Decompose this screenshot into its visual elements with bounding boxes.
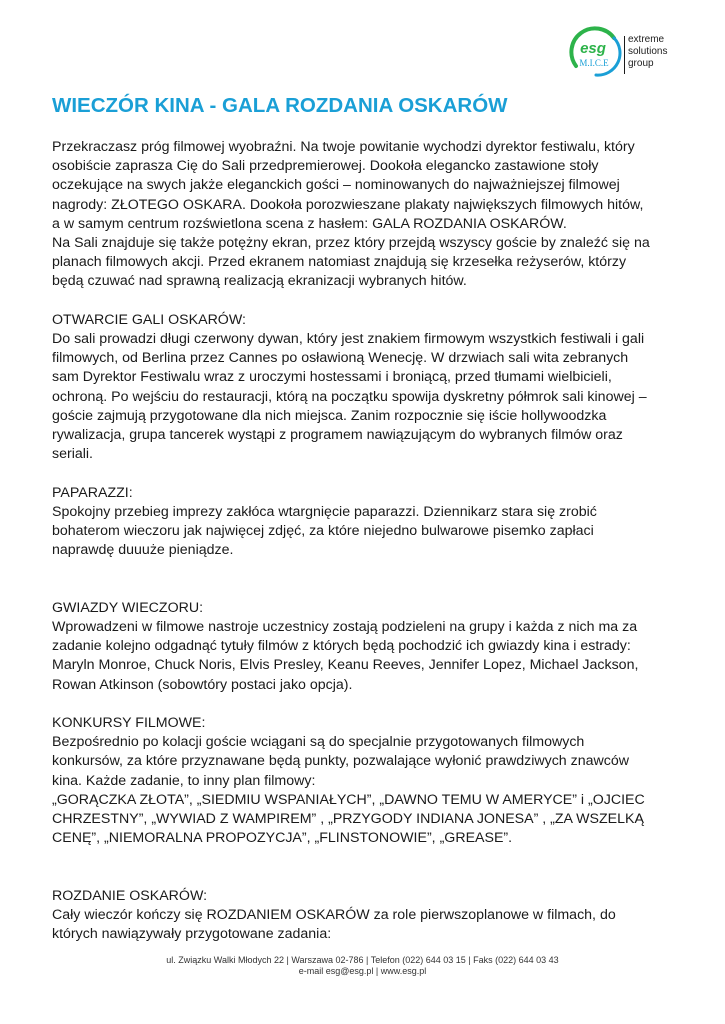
page-title: WIECZÓR KINA - GALA ROZDANIA OSKARÓW: [52, 94, 508, 117]
text-line: ROZDANIE OSKARÓW:: [52, 887, 208, 904]
blank-line: [52, 695, 682, 714]
text-line: goście zajmują przygotowane dla nich miejsca. Zanim rozpocznie się iście hollywoodzka: [52, 407, 607, 424]
page-footer: [0, 955, 725, 977]
text-line: filmowych, od Berlina przez Cannes po osławioną Wenecję. W drzwiach sali wita zebranych: [52, 350, 629, 367]
logo-line: solutions: [628, 46, 668, 57]
text-line: CENĘ”, „NIEMORALNA PROPOZYCJA”, „FLINSTONOWIE”, „GREASE”.: [52, 830, 513, 847]
text-line: których nawiązywały przygotowane zadania:: [52, 926, 332, 943]
text-line: Do sali prowadzi długi czerwony dywan, który jest znakiem firmowym wszystkich festiwali i gali: [52, 331, 645, 348]
text-line: konkursów, za które przyznawane będą punkty, pozwalające wyłonić prawdziwych znawców: [52, 753, 629, 770]
text-line: PAPARAZZI:: [52, 484, 133, 501]
blank-line: [52, 868, 682, 887]
text-line: będą czuwać nad sprawną realizacją ekranizacji wybranych hitów.: [52, 273, 467, 290]
logo-divider: [624, 36, 625, 74]
text-line: rywalizacja, grupa tancerek wystąpi z programem nawiązującym do wybranych filmów oraz: [52, 427, 623, 444]
text-line: sam Dyrektor Festiwalu wraz z uroczymi hostessami i broniącą, przed tłumami wielbicieli,: [52, 369, 612, 386]
blank-line: [52, 848, 682, 867]
text-line: oczekujące na swych jakże eleganckich gości – nominowanych do najważniejszej filmowej: [52, 177, 620, 194]
text-line: osobiście zaprasza Cię do Sali przedpremierowej. Dookoła elegancko zastawione stoły: [52, 158, 599, 175]
text-line: Spokojny przebieg imprezy zakłóca wtargnięcie paparazzi. Dziennikarz stara się zrobić: [52, 503, 597, 520]
emblem-text: esg: [580, 40, 606, 57]
text-line: zadanie kolejno odgadnąć tytuły filmów z których będą pochodzić ich gwiazdy kina i estrady:: [52, 638, 631, 655]
blank-line: [52, 464, 682, 483]
logo-line: extreme: [628, 34, 665, 45]
text-line: Przekraczasz próg filmowej wyobraźni. Na twoje powitanie wychodzi dyrektor festiwalu, który: [52, 139, 635, 155]
logo-line: group: [628, 58, 654, 69]
text-line: seriali.: [52, 446, 93, 463]
emblem-subtext: M.I.C.E: [579, 58, 609, 68]
text-line: planach filmowych akcji. Przed ekranem natomiast znajdują się krzesełka reżyserów, którzy: [52, 254, 627, 271]
text-line: Cały wieczór kończy się ROZDANIEM OSKARÓW za role pierwszoplanowe w filmach, do: [52, 907, 616, 924]
text-line: Rowan Atkinson (sobowtóry postaci jako opcja).: [52, 676, 353, 693]
text-line: bohaterom wieczoru jak najwięcej zdjęć, za które niejedno bulwarowe pisemko zapłaci: [52, 523, 594, 540]
text-line: OTWARCIE GALI OSKARÓW:: [52, 311, 246, 328]
footer-address: ul. Związku Walki Młodych 22 | Warszawa 02-786 | Telefon (022) 644 03 15 | Faks (022) 644 03 43: [166, 955, 559, 965]
company-logo: [566, 26, 678, 80]
footer-contact: e-mail esg@esg.pl | www.esg.pl: [298, 966, 427, 976]
text-line: a w samym centrum rozświetlona scena z hasłem: GALA ROZDANIA OSKARÓW.: [52, 215, 567, 232]
text-line: nagrody: ZŁOTEGO OSKARA. Dookoła porozwieszane plakaty największych filmowych hitów,: [52, 196, 644, 213]
text-line: CHRZESTNY”, „WYWIAD Z WAMPIREM” , „PRZYGODY INDIANA JONESA” , „ZA WSZELKĄ: [52, 811, 644, 828]
text-line: Bezpośrednio po kolacji goście wciągani są do specjalnie przygotowanych filmowych: [52, 734, 585, 751]
text-line: naprawdę duuuże pieniądze.: [52, 542, 234, 559]
text-line: Na Sali znajduje się także potężny ekran, przez który przejdą wszyscy goście by znaleźć się na: [52, 235, 650, 252]
text-line: ochroną. Po wejściu do restauracji, którą na początku spowija dyskretny półmrok sali kinowej –: [52, 388, 647, 405]
text-line: kina. Każde zadanie, to inny plan filmowy:: [52, 772, 316, 789]
esg-emblem-icon: [566, 26, 622, 80]
text-line: KONKURSY FILMOWE:: [52, 715, 206, 732]
text-line: GWIAZDY WIECZORU:: [52, 599, 204, 616]
document-body: [52, 138, 682, 944]
logo-wordmark: [628, 34, 667, 70]
blank-line: [52, 580, 682, 599]
text-line: Maryln Monroe, Chuck Noris, Elvis Presley, Keanu Reeves, Jennifer Lopez, Michael Jackson,: [52, 657, 639, 674]
blank-line: [52, 560, 682, 579]
text-line: Wprowadzeni w filmowe nastroje uczestnicy zostają podzieleni na grupy i każda z nich ma za: [52, 619, 638, 636]
blank-line: [52, 292, 682, 311]
text-line: „GORĄCZKA ZŁOTA”, „SIEDMIU WSPANIAŁYCH”, „DAWNO TEMU W AMERYCE” i „OJCIEC: [52, 791, 645, 808]
